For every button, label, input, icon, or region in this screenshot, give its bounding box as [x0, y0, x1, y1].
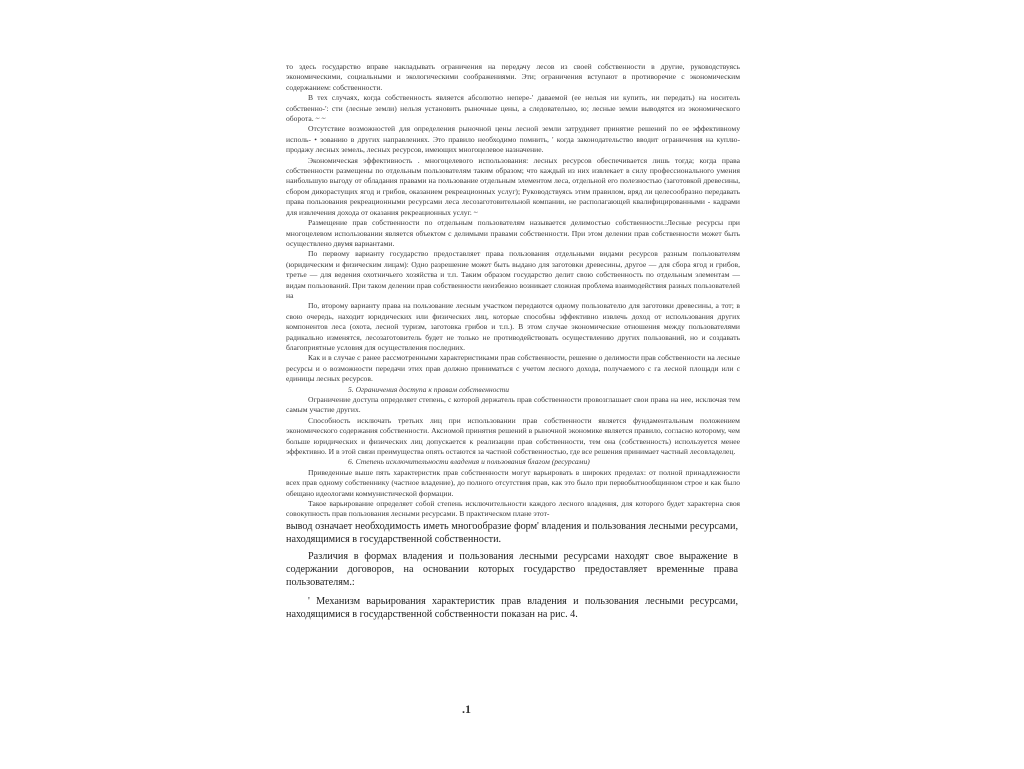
paragraph-5: Размещение прав собственности по отдельным пользователям называется делимостью собственности.:Лесные ресурсы при многоцелевом использовании является объектом с делимыми правами собственности. При этом делении прав собственности может быть осуществлено двумя вариантами. [286, 218, 740, 248]
section-heading-6: 6. Степень исключительности владения и пользования благом (ресурсами) [348, 457, 590, 467]
large-text-3: ' Механизм варьирования характеристик прав владения и пользования лесными ресурсами, находящимися в государственной собственности показан на рис. 4. [286, 595, 738, 620]
paragraph-3: Отсутствие возможностей для определения рыночной цены лесной земли затрудняет принятие решений по ее эффективному исполь- • зованию в других направлениях. Это правило необходимо помнить, ' когда законодательство вводит ограничения на куплю-продажу лесных земель, лесных ресурсов, имеющих многоцелевое назначение. [286, 124, 740, 155]
large-text-1: вывод означает необходимость иметь многообразие форм' владения и пользования лесными ресурсами, находящимися в государственной собственности. [286, 520, 738, 545]
page-mark: .1 [462, 702, 471, 716]
paragraph-8: Как и в случае с ранее рассмотренными характеристиками прав собственности, решение о делимости прав собственности на лесные ресурсы и о возможности передачи этих прав должно приниматься с учетом лесного дохода, получаемого с га лесной площади или с единицы лесных ресурсов. [286, 353, 740, 384]
paragraph-7: По, второму варианту права на пользование лесным участком передаются одному пользователю для заготовки древесины, а тот; в свою очередь, находит юридических или физических лиц, которые способны эффективно извлечь доход от использования других компонентов леса (охота, лесной туризм, заготовка грибов и т.п.). В этом случае экономические отношения между пользователями радикально изменятся, лесозаготовитель будет не только не противодействовать осуществлению других пользований, но и создавать благоприятные условия для осуществления последних. [286, 301, 740, 352]
paragraph-11: Приведенные выше пять характеристик прав собственности могут варьировать в широких пределах: от полной принадлежности всех прав одному собственнику (частное владение), до полного отсутствия прав, как это было при первобытнообщинном строе и как было обещано идеологами коммунистической формации. [286, 467, 740, 498]
paragraph-10: Способность исключать третьих лиц при использовании прав собственности является фундаментальным положением экономического содержания собственности. Аксиомой принятия решений в рыночной экономике является правило, согласно которому, чем больше юридических и физических лиц допускается к реализации прав собственности, тем она (собственность) используется менее эффективно. И в этой связи преимущества опять остаются за частной собственностью, где все решения принимает частный лесовладелец. [286, 415, 740, 457]
document-page [286, 62, 740, 621]
section-heading-5: 5. Ограничения доступа к правам собственности [348, 384, 510, 394]
paragraph-9: Ограничение доступа определяет степень, с которой держатель прав собственности провозглашает свои права на нее, исключая тем самым участие других. [286, 395, 740, 415]
paragraph-2: В тех случаях, когда собственность является абсолютно непере-' даваемой (ее нельзя ни купить, ни передать) на носитель собственно-': сти (лесные земли) нельзя установить рыночные цены, а следовательно, ю; лесные земли выводятся из экономического оборота. ~ ~ [286, 93, 740, 124]
paragraph-12: Такое варьирование определяет собой степень исключительности каждого лесного владения, для которого будет характерна своя совокупность прав пользования лесными ресурсами. В практическом плане этот- [286, 499, 740, 519]
paragraph-6: По первому варианту государство предоставляет права пользования отдельными видами ресурсов разным пользователям (юридическим и физическим лицам): Одно разрешение может быть выдано для заготовки древесины, другое — для сбора ягод и грибов, третье — для ведения охотничьего хозяйства и т.п. Таким образом государство делит свою собственность по отдельным элементам — видам пользований. При таком делении прав собственности неизбежно возникает сложная проблема взаимодействия разных пользователей на [286, 249, 740, 300]
large-text-2: Различия в формах владения и пользования лесными ресурсами находят свое выражение в содержании договоров, на основании которых государство предоставляет временные права пользователям.: [286, 550, 738, 588]
paragraph-4: Экономическая эффективность . многоцелевого использования: лесных ресурсов обеспечивается лишь тогда; когда права собственности размещены по отдельным пользователям таким образом; что каждый из них извлекает в силу профессионального умения наибольшую выгоду от обладания правами на пользование отдельным элементом леса, отдельной его полезностью (заготовкой древесины, сбором дикорастущих ягод и грибов, оказанием рекреационных услуг); Руководствуясь этим правилом, вряд ли целесообразно передавать права пользования рекреационными ресурсами леса лесозаготовительной компании, не располагающей квалифицированными - кадрами для извлечения дохода от оказания рекреационных услуг. ~ [286, 155, 740, 217]
paragraph-1: то здесь государство вправе накладывать ограничения на передачу лесов из своей собственности в другие, руководствуясь экономическими, социальными и экологическими соображениями. Эти; ограничения вступают в противоречие с экономическим содержанием: собственности. [286, 62, 740, 92]
